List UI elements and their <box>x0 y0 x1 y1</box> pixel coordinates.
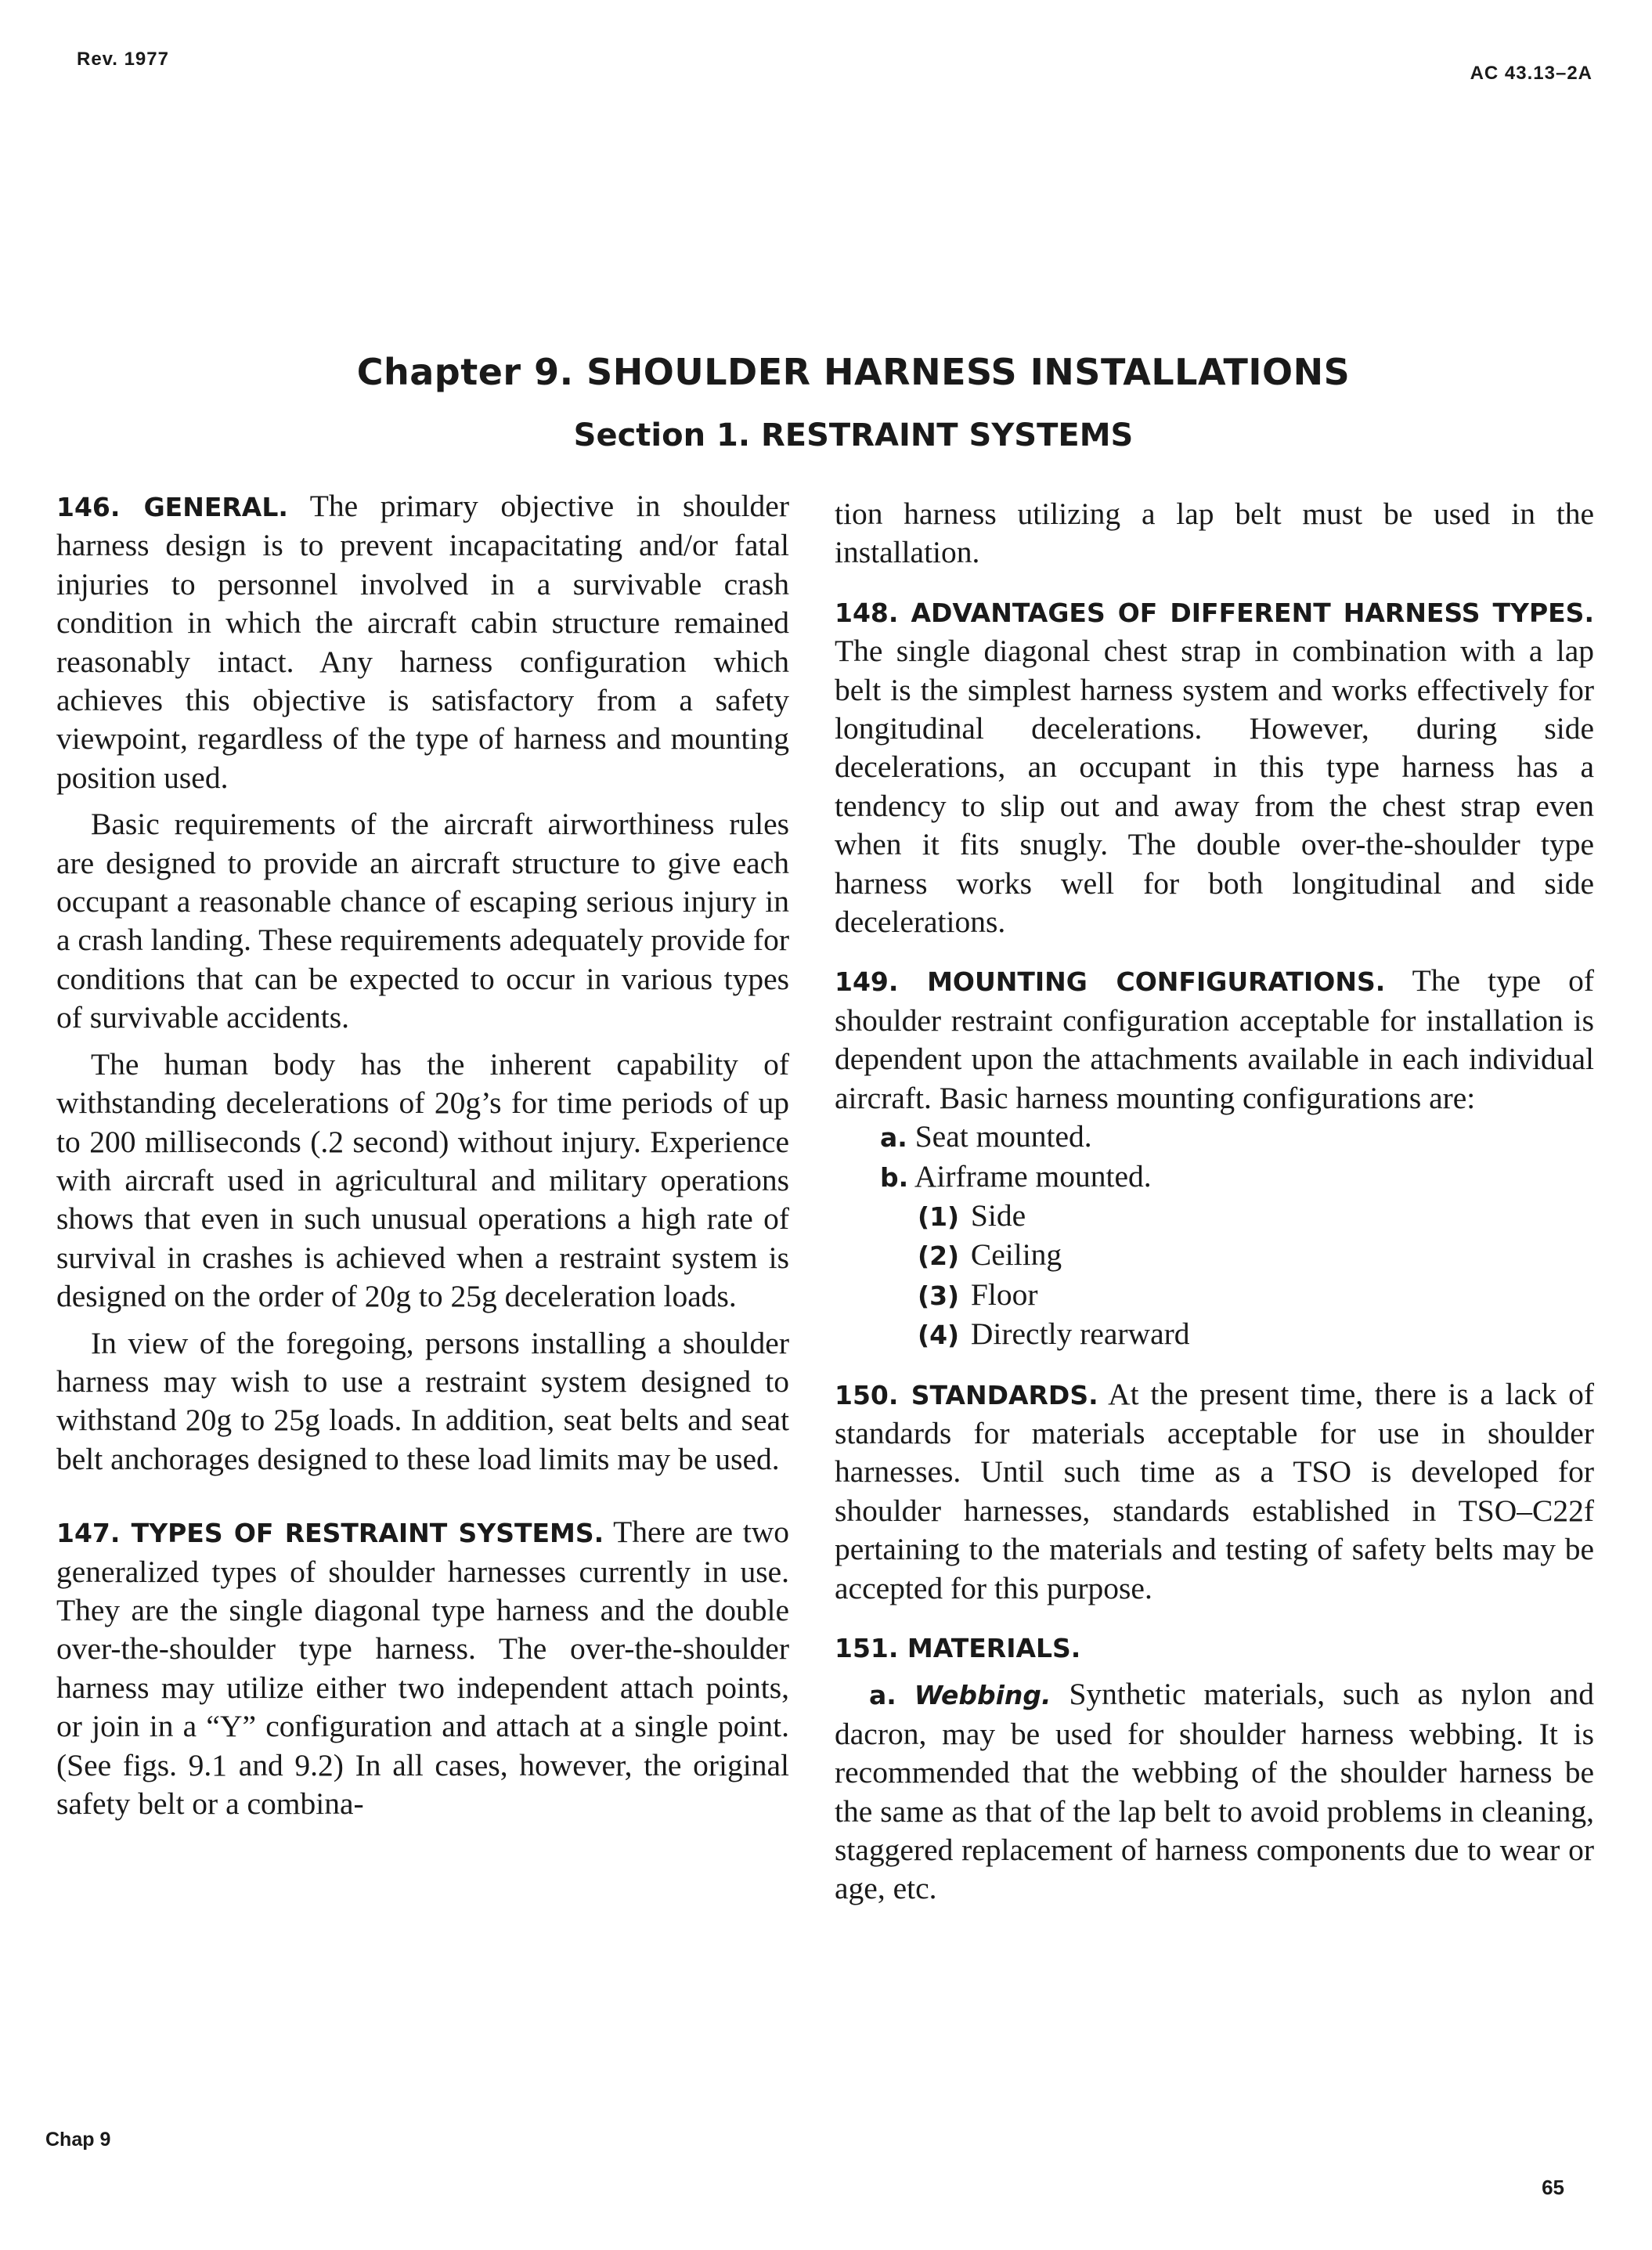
paragraph-146 <box>56 487 789 797</box>
list-item-149b2 <box>835 1236 1594 1275</box>
list-text: Side <box>970 1197 1026 1233</box>
heading-148: 148. ADVANTAGES OF DIFFERENT HARNESS TYPES. <box>835 597 1594 628</box>
list-label: b. <box>880 1161 909 1193</box>
paragraph-149 <box>835 962 1594 1118</box>
list-label: (4) <box>918 1320 960 1351</box>
header-document-number: AC 43.13–2A <box>1470 63 1592 84</box>
text-151a: Synthetic materials, such as nylon and dacron, may be used for shoulder harness webbing. It is recommended that the webbing of the shoulder harness be the same as that of the lap belt to avoid problems in cleaning, staggered replacement of harness components due to wear or age, etc. <box>835 1677 1594 1906</box>
left-column <box>56 487 789 1823</box>
list-text: Ceiling <box>970 1237 1062 1273</box>
paragraph-151a <box>835 1675 1594 1908</box>
sub-heading-webbing: Webbing. <box>914 1680 1051 1711</box>
section-title: Section 1. RESTRAINT SYSTEMS <box>573 417 1134 453</box>
text-148: The single diagonal chest strap in combination with a lap belt is the simplest harness system and works effectively for longitudinal decelerations. However, during side decelerations, an occupant in this type harness has a tendency to slip out and away from the chest strap even when it fits snugly. The double over-the-shoulder type harness works well for both longitudinal and side decelerations. <box>835 634 1594 940</box>
paragraph-147 <box>56 1513 789 1823</box>
list-item-149b <box>835 1158 1594 1197</box>
paragraph-150 <box>835 1375 1594 1608</box>
sub-label-151a: a. <box>869 1680 896 1711</box>
list-label: (1) <box>918 1201 960 1232</box>
text-147: There are two generalized types of shoulder harnesses currently in use. They are the single diagonal type harness and the double over-the-shoulder type harness. The over-the-shoulder harness may utilize either two independent attach points, or join in a “Y” configuration and attach at a single point. (See figs. 9.1 and 9.2) In all cases, however, the original safety belt or a combina- <box>56 1515 789 1821</box>
text-150: At the present time, there is a lack of standards for materials acceptable for use in shoulder harnesses. Until such time as a TSO is developed for shoulder harnesses, standards established in TSO–C22f pertaining to the materials and testing of safety belts may be accepted for this purpose. <box>835 1376 1595 1605</box>
paragraph-146-4: In view of the foregoing, persons installing a shoulder harness may wish to use a restraint system designed to withstand 20g to 25g loads. In addition, seat belts and seat belt anchorages designed to these load limits may be used. <box>56 1325 789 1476</box>
header-revision: Rev. 1977 <box>77 49 169 70</box>
list-item-149b4 <box>835 1315 1594 1354</box>
right-column <box>835 495 1594 1909</box>
list-label: (2) <box>918 1241 960 1272</box>
heading-149: 149. MOUNTING CONFIGURATIONS. <box>835 966 1386 998</box>
paragraph-146-3: The human body has the inherent capability of withstanding decelerations of 20g’s for time periods of up to 200 milliseconds (.2 second) without injury. Experience with aircraft used in agricultural and military operations shows that even in such unusual operations a high rate of survival in crashes is achieved when a restraint system is designed on the order of 20g to 25g deceleration loads. <box>56 1046 789 1314</box>
paragraph-148 <box>835 593 1594 942</box>
list-item-149b1 <box>835 1197 1594 1236</box>
paragraph-151 <box>835 1628 1594 1667</box>
list-text: Seat mounted. <box>914 1119 1092 1154</box>
heading-146: 146. GENERAL. <box>56 492 288 522</box>
heading-151: 151. MATERIALS. <box>835 1632 1081 1663</box>
paragraph-147-continued: tion harness utilizing a lap belt must be used in the installation. <box>835 497 1594 570</box>
footer-chapter: Chap 9 <box>45 2129 111 2151</box>
list-text: Airframe mounted. <box>914 1158 1152 1194</box>
heading-147: 147. TYPES OF RESTRAINT SYSTEMS. <box>56 1518 604 1549</box>
list-item-149b3 <box>835 1276 1594 1315</box>
page-number: 65 <box>1542 2176 1564 2199</box>
list-text: Directly rearward <box>970 1316 1190 1352</box>
chapter-title: Chapter 9. SHOULDER HARNESS INSTALLATIONS <box>356 351 1351 393</box>
list-text: Floor <box>970 1277 1038 1312</box>
list-label: a. <box>880 1122 907 1154</box>
list-label: (3) <box>918 1280 960 1311</box>
paragraph-146-2: Basic requirements of the aircraft airworthiness rules are designed to provide an aircraft structure to give each occupant a reasonable chance of escaping serious injury in a crash landing. These requirements adequately provide for conditions that can be expected to occur in various types of survivable accidents. <box>56 807 789 1035</box>
heading-150: 150. STANDARDS. <box>835 1379 1098 1410</box>
text-149: The type of shoulder restraint configuration acceptable for installation is dependent upon the attachments available in each individual aircraft. Basic harness mounting configurations are: <box>835 963 1594 1115</box>
text-146: The primary objective in shoulder harness design is to prevent incapacitating and/or fatal injuries to personnel involved in a survivable crash condition in which the aircraft cabin structure remained reasonably intact. Any harness configuration which achieves this objective is satisfactory from a safety viewpoint, regardless of the type of harness and mounting position used. <box>56 489 789 795</box>
list-item-149a <box>835 1118 1594 1157</box>
